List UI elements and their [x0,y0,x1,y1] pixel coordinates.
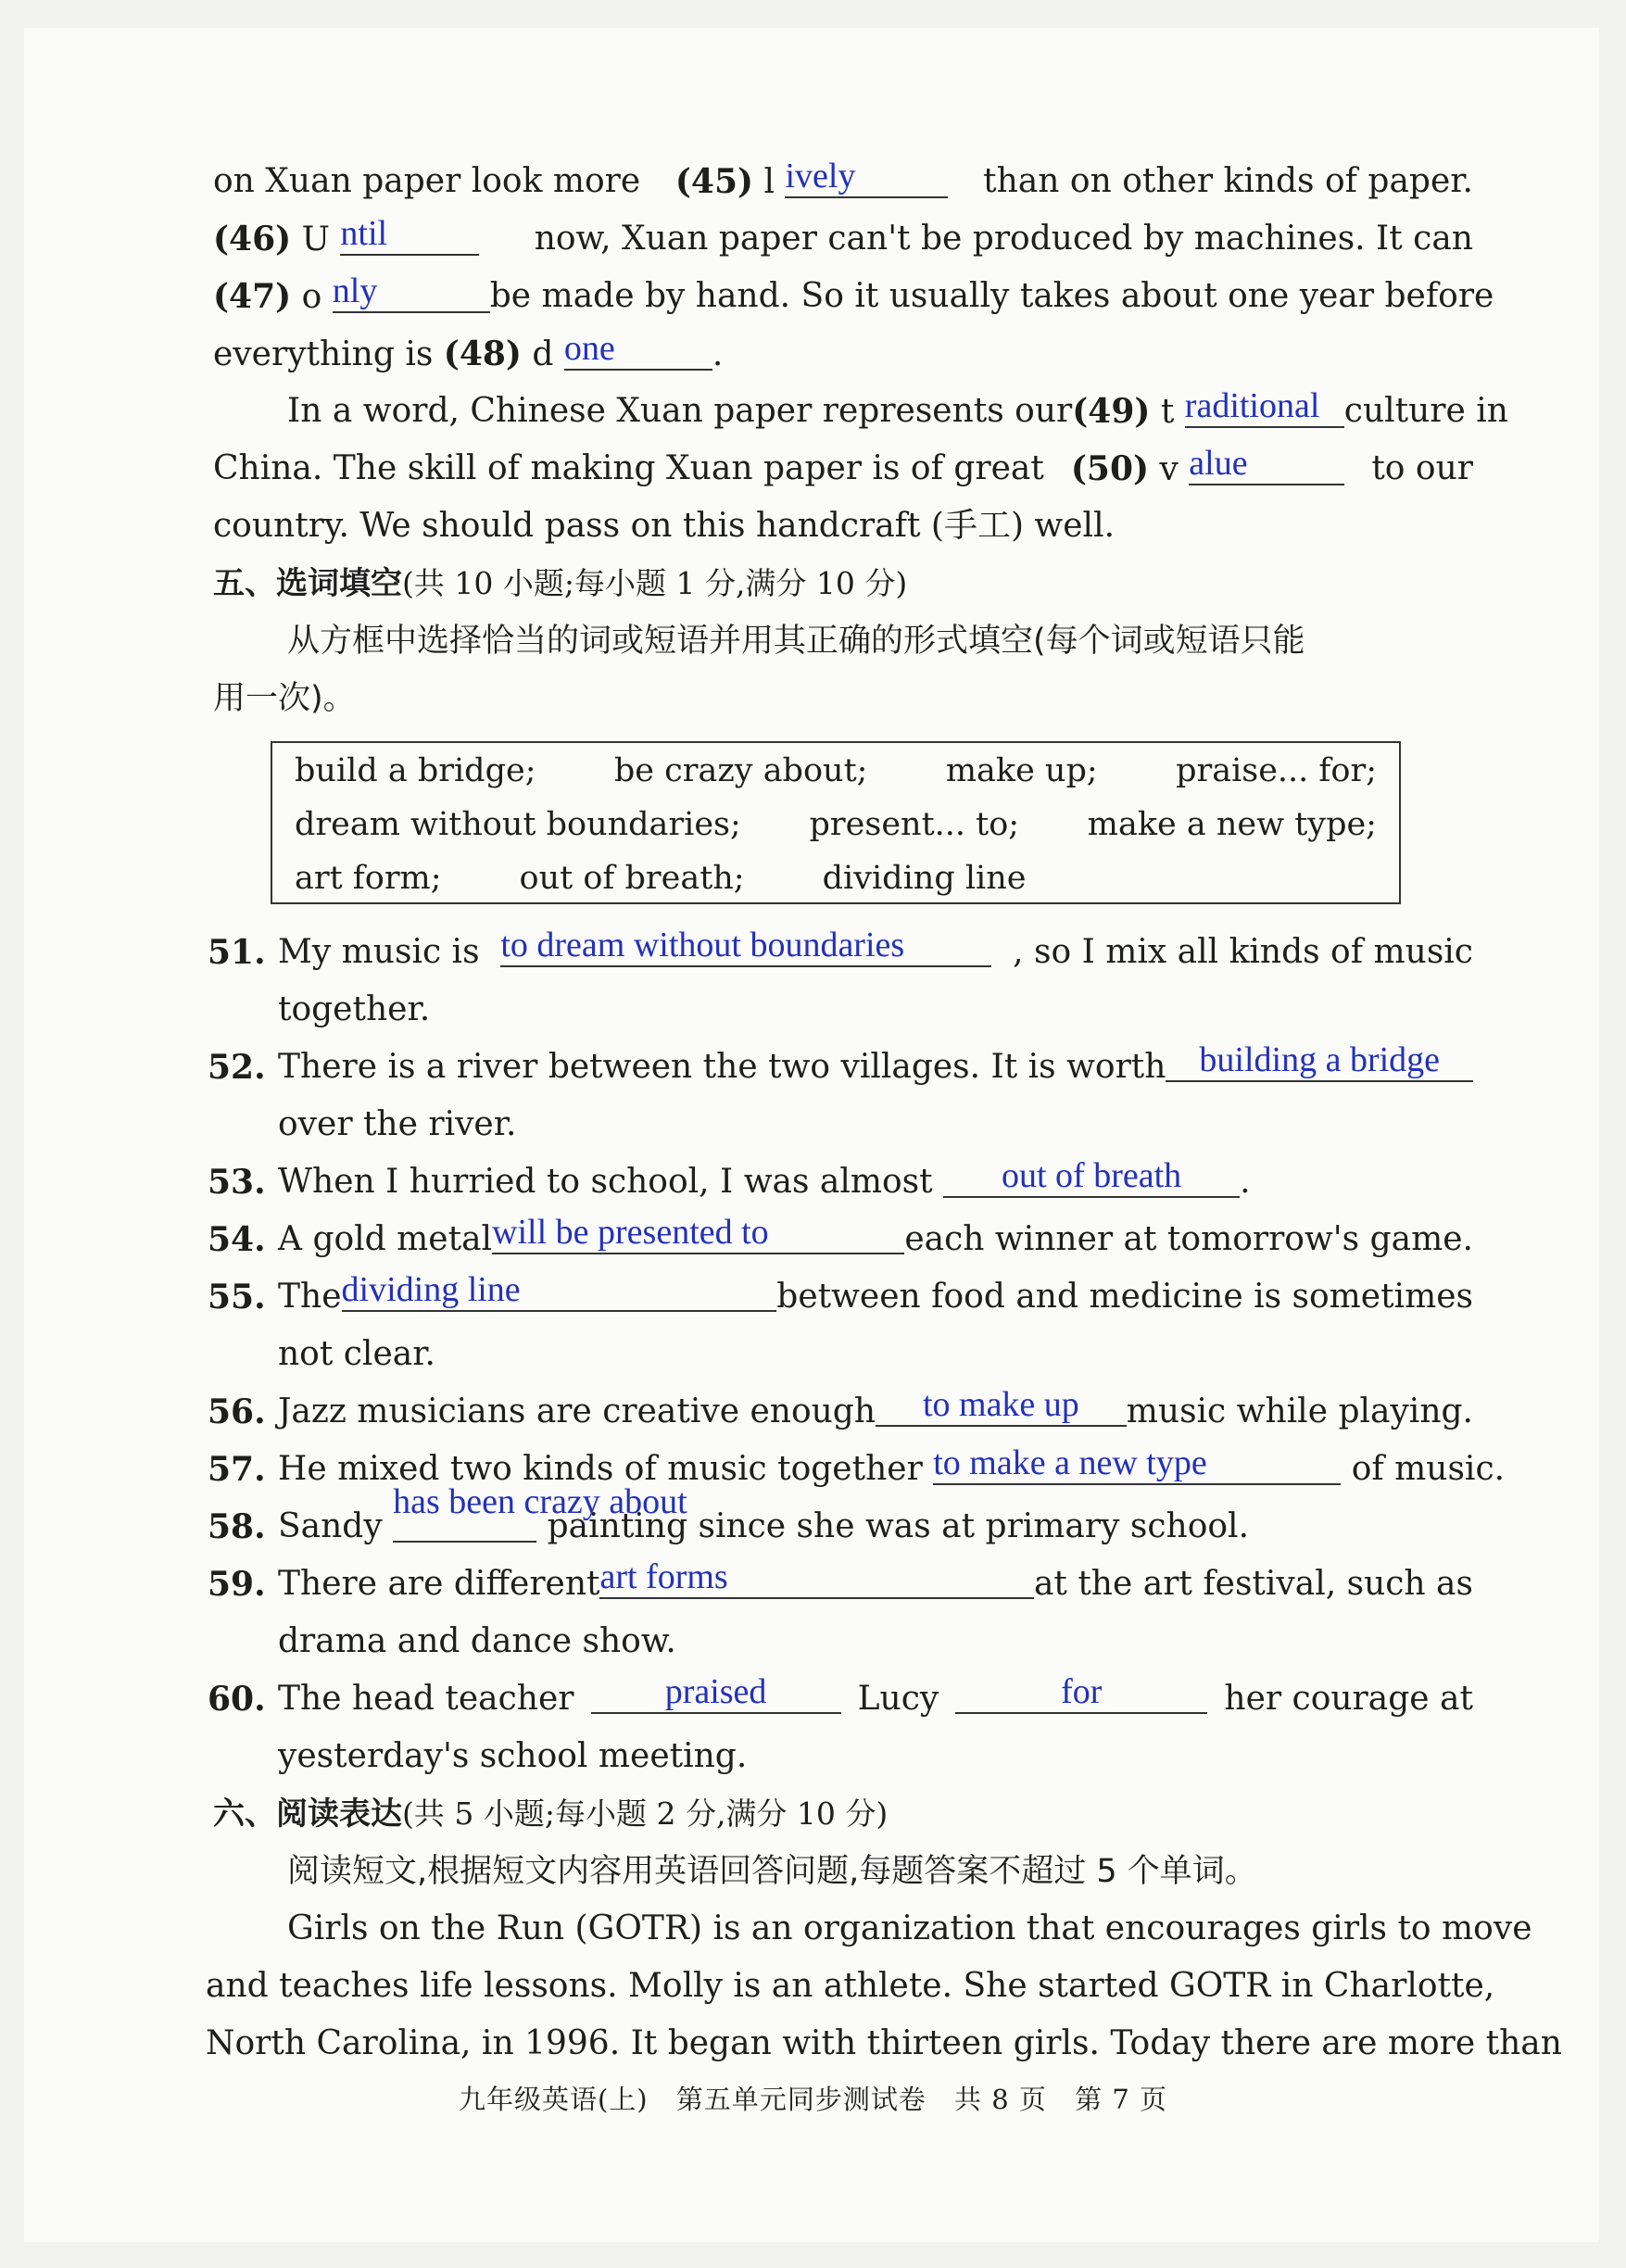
q59-blank[interactable]: art forms [599,1558,1033,1599]
word-box-row-3: art form; out of breath; dividing line [295,860,1027,897]
q57-number: 57. [208,1450,266,1489]
blank-47[interactable]: nly [333,272,490,313]
q51-blank[interactable]: to dream without boundaries [500,926,991,967]
section-6-heading: 六、阅读表达(共 5 小题;每小题 2 分,满分 10 分) [213,1796,889,1833]
q57-line: He mixed two kinds of music together to make a new type of music. [278,1443,1506,1488]
q60-line-2: yesterday's school meeting. [278,1737,748,1775]
q60-blank-1[interactable]: praised [591,1673,841,1714]
q57-blank[interactable]: to make a new type [933,1444,1341,1485]
reading-line-3: North Carolina, in 1996. It began with thirteen girls. Today there are more than [206,2024,1562,2062]
word-box-row-2: dream without boundaries; present... to; make a new type; [295,806,1377,843]
q52-line: There is a river between the two villages. It is worth building a bridge [278,1041,1473,1093]
q55-line-2: not clear. [278,1335,435,1373]
passage-line-2: (46) U ntil now, Xuan paper can't be produced by machines. It can [213,214,1473,258]
q60-line: The head teacher praised Lucy for her courage at [278,1672,1473,1718]
passage-line-4: everything is (48) d one . [213,329,724,373]
section-6-instruction: 阅读短文,根据短文内容用英语回答问题,每题答案不超过 5 个单词。 [287,1853,1257,1890]
q55-blank[interactable]: dividing line [342,1271,777,1312]
passage-line-5: In a word, Chinese Xuan paper represents our (49) t raditional culture in [287,386,1508,431]
reading-line-2: and teaches life lessons. Molly is an athlete. She started GOTR in Charlotte, [206,1967,1495,2005]
blank-49[interactable]: raditional [1185,387,1344,428]
section-5-instruction: 从方框中选择恰当的词或短语并用其正确的形式填空(每个词或短语只能 [287,623,1305,660]
q58-blank[interactable]: has been crazy about [393,1502,536,1543]
q56-number: 56. [208,1392,266,1431]
q53-line: When I hurried to school, I was almost out of breath . [278,1156,1251,1201]
q52-line-2: over the river. [278,1105,517,1143]
q55-line: The dividing line between food and medicine is sometimes [278,1270,1473,1316]
word-box-row-1: build a bridge; be crazy about; make up; praise... for; [295,752,1377,789]
q51-line: My music is to dream without boundaries , so I mix all kinds of music [278,926,1473,971]
q55-number: 55. [208,1278,266,1317]
passage-line-6: China. The skill of making Xuan paper is of great (50) v alue to our [213,444,1473,488]
section-5-instruction-cont: 用一次)。 [213,680,356,717]
q51-line-2: together. [278,990,431,1028]
passage-line-3: (47) o nly be made by hand. So it usually takes about one year before [213,271,1494,316]
q58-number: 58. [208,1507,266,1546]
q56-line: Jazz musicians are creative enough to make up music while playing. [278,1385,1473,1430]
q60-number: 60. [208,1680,266,1719]
q54-number: 54. [208,1220,266,1259]
q53-blank[interactable]: out of breath [943,1157,1240,1198]
reading-line-1: Girls on the Run (GOTR) is an organization that encourages girls to move [287,1909,1532,1947]
q60-blank-2[interactable]: for [955,1673,1207,1714]
q52-number: 52. [208,1048,266,1087]
q59-number: 59. [208,1565,266,1604]
q59-line-2: drama and dance show. [278,1622,676,1660]
section-5-heading: 五、选词填空(共 10 小题;每小题 1 分,满分 10 分) [213,565,908,602]
q58-line: Sandy has been crazy about painting since she was at primary school. [278,1482,1250,1545]
q56-blank[interactable]: to make up [876,1386,1127,1427]
page-footer: 九年级英语(上) 第五单元同步测试卷 共 8 页 第 7 页 [458,2084,1168,2115]
passage-line-1: on Xuan paper look more (45) l ively than on other kinds of paper. [213,157,1473,201]
passage-line-7: country. We should pass on this handcraft (手工) well. [213,507,1116,545]
blank-50[interactable]: alue [1189,445,1344,485]
word-box [271,741,1401,904]
q59-line: There are different art forms at the art festival, such as [278,1557,1473,1603]
blank-46[interactable]: ntil [340,215,479,256]
q53-number: 53. [208,1163,266,1202]
q51-number: 51. [208,933,266,972]
blank-48[interactable]: one [564,330,712,371]
blank-45[interactable]: ively [785,158,948,198]
q54-line: A gold metal will be presented to each winner at tomorrow's game. [278,1213,1473,1258]
q54-blank[interactable]: will be presented to [492,1214,904,1254]
q52-blank[interactable]: building a bridge [1166,1041,1473,1082]
